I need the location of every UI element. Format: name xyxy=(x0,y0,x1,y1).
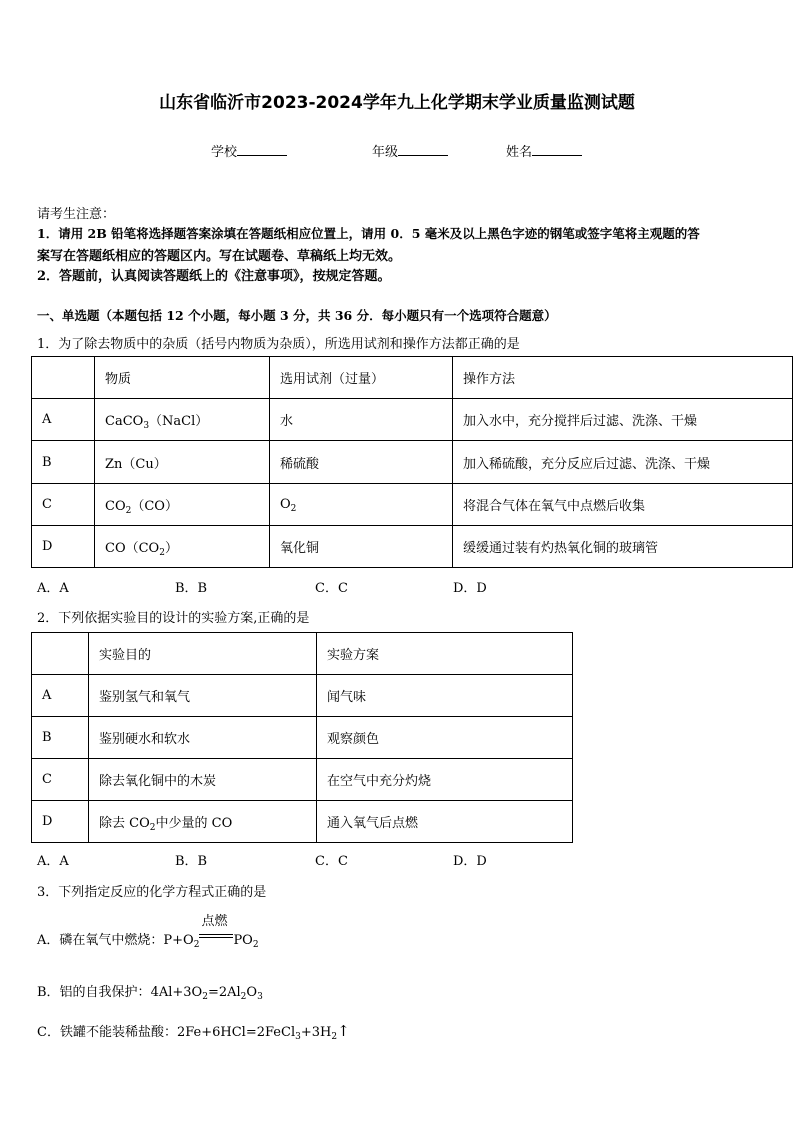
ignite-condition: 点燃 xyxy=(199,930,233,944)
q3-option-a[interactable] xyxy=(37,914,259,950)
table-header: 实验方案 xyxy=(317,633,573,675)
q2-table xyxy=(31,632,573,843)
row-label: A xyxy=(32,399,95,441)
q3-option-a-prefix: A．磷在氧气中燃烧： xyxy=(37,933,164,948)
school-field[interactable] xyxy=(211,141,287,160)
plan-cell: 闻气味 xyxy=(317,675,573,717)
row-label: B xyxy=(32,441,95,484)
page-title: 山东省临沂市2023-2024学年九上化学期末学业质量监测试题 xyxy=(159,93,635,113)
purpose-cell: 鉴别氢气和氧气 xyxy=(89,675,317,717)
q3-option-b-prefix: B．铝的自我保护： xyxy=(37,985,151,1000)
table-cell xyxy=(32,633,89,675)
plan-cell: 通入氧气后点燃 xyxy=(317,801,573,843)
q2-stem: 2．下列依据实验目的设计的实验方案,正确的是 xyxy=(37,611,310,626)
row-label: B xyxy=(32,717,89,759)
q3-option-c[interactable] xyxy=(37,1021,350,1040)
substance-cell: CaCO$_3$（NaCl） xyxy=(95,399,270,441)
row-label: D xyxy=(32,801,89,843)
reagent-cell: 稀硫酸 xyxy=(270,441,453,484)
plan-cell: 在空气中充分灼烧 xyxy=(317,759,573,801)
q1-stem: 1．为了除去物质中的杂质（括号内物质为杂质），所选用试剂和操作方法都正确的是 xyxy=(37,337,520,352)
name-field[interactable] xyxy=(506,141,582,160)
q3-option-b[interactable] xyxy=(37,981,263,1000)
q1-option-c[interactable]: C．C xyxy=(315,581,348,596)
q1-table xyxy=(31,356,793,568)
equation-a: $P+O_2$ 点燃 $PO_2$ xyxy=(163,914,259,950)
table-row xyxy=(32,675,573,717)
plan-cell: 观察颜色 xyxy=(317,717,573,759)
reagent-cell: 氧化铜 xyxy=(270,526,453,568)
q3-stem: 3．下列指定反应的化学方程式正确的是 xyxy=(37,885,267,900)
substance-cell: Zn（Cu） xyxy=(95,441,270,484)
substance-cell: $CO(CO_2)$ xyxy=(95,526,270,568)
method-cell: 加入水中，充分搅拌后过滤、洗涤、干燥 xyxy=(453,399,793,441)
notice-line2: 2．答题前，认真阅读答题纸上的《注意事项》，按规定答题。 xyxy=(37,269,391,284)
table-header: 操作方法 xyxy=(453,357,793,399)
notice-heading: 请考生注意： xyxy=(37,207,116,222)
purpose-cell: 除去氧化铜中的木炭 xyxy=(89,759,317,801)
table-row xyxy=(32,633,573,675)
table-row xyxy=(32,484,793,526)
notice-line1a: 1．请用 2B 铅笔将选择题答案涂填在答题纸相应位置上，请用 0．5 毫米及以上黑色字迹的钢笔或签字笔将主观题的答 xyxy=(37,226,700,241)
table-header: 选用试剂（过量） xyxy=(270,357,453,399)
q1-option-d[interactable]: D．D xyxy=(453,581,487,596)
q1-option-a[interactable]: A．A xyxy=(37,581,69,596)
equation-c: $2Fe+6HCl=2FeCl_3+3H_2↑$ xyxy=(176,1022,350,1042)
table-row xyxy=(32,759,573,801)
section-heading: 一、单选题（本题包括 12 个小题，每小题 3 分，共 36 分．每小题只有一个选项符合题意） xyxy=(37,308,557,323)
equation-b: $4Al+3O_2=2Al_2O_3$ xyxy=(150,985,263,1002)
table-row xyxy=(32,441,793,484)
table-row xyxy=(32,357,793,399)
reagent-cell: 水 xyxy=(270,399,453,441)
method-cell: 将混合气体在氧气中点燃后收集 xyxy=(453,484,793,526)
method-cell: 加入稀硫酸，充分反应后过滤、洗涤、干燥 xyxy=(453,441,793,484)
table-header: 实验目的 xyxy=(89,633,317,675)
row-label: A xyxy=(32,675,89,717)
table-row xyxy=(32,526,793,568)
table-row xyxy=(32,399,793,441)
grade-label: 年级 xyxy=(372,145,399,160)
purpose-cell: 鉴别硬水和软水 xyxy=(89,717,317,759)
substance-cell: $CO_2(CO)$ xyxy=(95,484,270,526)
q2-option-c[interactable]: C．C xyxy=(315,854,348,869)
table-row xyxy=(32,801,573,843)
row-label: C xyxy=(32,759,89,801)
row-label: D xyxy=(32,526,95,568)
school-label: 学校 xyxy=(211,145,238,160)
table-cell xyxy=(32,357,95,399)
row-label: C xyxy=(32,484,95,526)
q3-option-c-prefix: C．铁罐不能装稀盐酸： xyxy=(37,1025,177,1040)
purpose-cell: 除去 $CO_2$中少量的 CO xyxy=(89,801,317,843)
q2-option-b[interactable]: B．B xyxy=(175,854,208,869)
method-cell: 缓缓通过装有灼热氧化铜的玻璃管 xyxy=(453,526,793,568)
q2-option-d[interactable]: D．D xyxy=(453,854,487,869)
q1-option-b[interactable]: B．B xyxy=(175,581,208,596)
name-label: 姓名 xyxy=(506,145,533,160)
notice-line1b: 案写在答题纸相应的答题区内。写在试题卷、草稿纸上均无效。 xyxy=(37,249,402,264)
reagent-cell: $O_2$ xyxy=(270,484,453,526)
table-header: 物质 xyxy=(95,357,270,399)
table-row xyxy=(32,717,573,759)
q2-option-a[interactable]: A．A xyxy=(37,854,69,869)
grade-field[interactable] xyxy=(372,141,448,160)
